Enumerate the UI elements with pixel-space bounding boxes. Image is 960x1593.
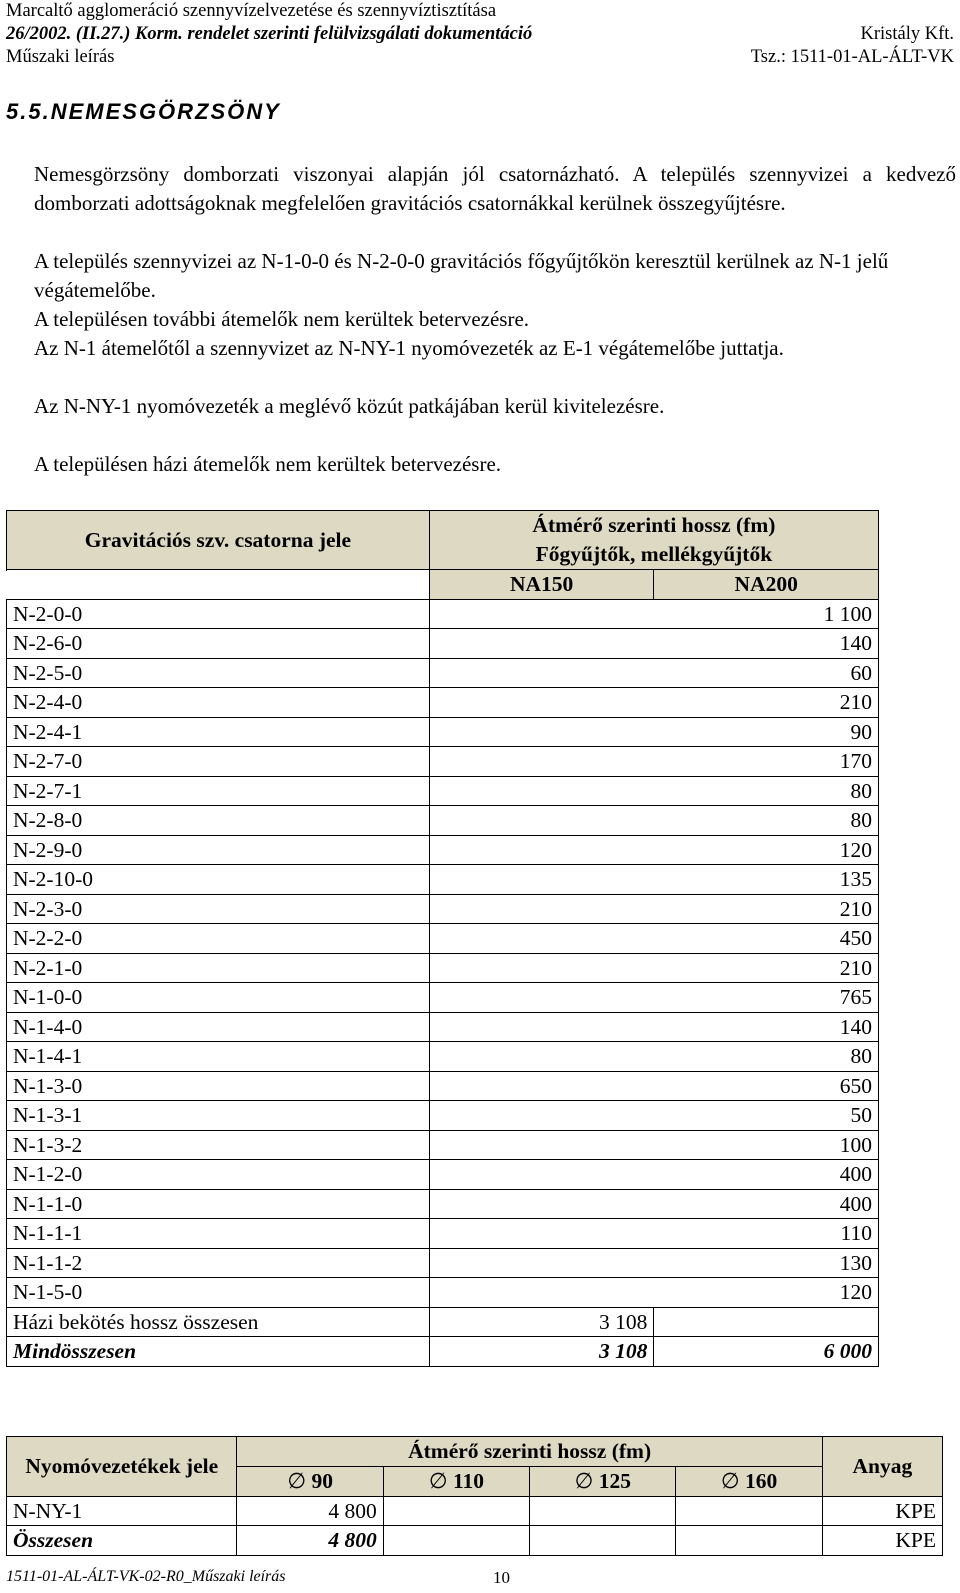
diameter-icon: ∅ bbox=[720, 1468, 740, 1494]
sewer-id-cell: N-2-7-1 bbox=[7, 776, 430, 806]
paragraph-3: A településen további átemelők nem kerültek betervezésre. bbox=[34, 307, 530, 331]
sewer-id-cell: N-2-4-0 bbox=[7, 688, 430, 718]
na200-cell: 400 bbox=[654, 1160, 879, 1190]
table-row bbox=[7, 688, 879, 718]
na200-cell: 100 bbox=[654, 1130, 879, 1160]
na150-cell bbox=[429, 1012, 654, 1042]
d90-cell: 4 800 bbox=[237, 1526, 383, 1556]
diameter-value: 90 bbox=[311, 1468, 333, 1493]
na200-cell: 80 bbox=[654, 776, 879, 806]
table-row bbox=[7, 835, 879, 865]
house-connections-row bbox=[7, 1307, 879, 1337]
table-row bbox=[7, 1248, 879, 1278]
sewer-id-cell: N-1-3-2 bbox=[7, 1130, 430, 1160]
company-name: Kristály Kft. bbox=[860, 24, 954, 44]
table-row bbox=[7, 983, 879, 1013]
na150-cell bbox=[429, 1278, 654, 1308]
paragraph-5: Az N-NY-1 nyomóvezeték a meglévő közút patkájában kerül kivitelezésre. bbox=[34, 394, 665, 418]
na200-cell: 110 bbox=[654, 1219, 879, 1249]
sewer-id-cell: N-2-7-0 bbox=[7, 747, 430, 777]
na150-cell bbox=[429, 658, 654, 688]
na200-cell: 765 bbox=[654, 983, 879, 1013]
regulation-reference: 26/2002. (II.27.) Korm. rendelet szerinti felülvizsgálati dokumentáció bbox=[6, 24, 533, 44]
na200-cell: 80 bbox=[654, 1042, 879, 1072]
d125-cell bbox=[530, 1496, 676, 1526]
col-header-diameter bbox=[676, 1466, 822, 1496]
footer-doc-id: 1511-01-AL-ÁLT-VK-02-R0_Műszaki leírás bbox=[6, 1568, 286, 1585]
page-number: 10 bbox=[493, 1568, 510, 1587]
table-row bbox=[7, 1160, 879, 1190]
header-line-3 bbox=[6, 46, 954, 69]
col-header-diameter bbox=[237, 1466, 383, 1496]
diameter-value: 125 bbox=[598, 1468, 631, 1493]
sewer-id-cell: N-1-4-0 bbox=[7, 1012, 430, 1042]
table-row bbox=[7, 599, 879, 629]
na150-cell: 3 108 bbox=[429, 1307, 654, 1337]
sewer-id-cell: N-2-1-0 bbox=[7, 953, 430, 983]
section-title: NEMESGÖRZSÖNY bbox=[50, 99, 281, 124]
na150-cell bbox=[429, 1042, 654, 1072]
document-number: Tsz.: 1511-01-AL-ÁLT-VK bbox=[750, 47, 954, 67]
na150-cell bbox=[429, 747, 654, 777]
project-title: Marcaltő agglomeráció szennyvízelvezetése és szennyvíztisztítása bbox=[6, 1, 497, 21]
diameter-icon: ∅ bbox=[287, 1468, 307, 1494]
sewer-id-cell: N-2-5-0 bbox=[7, 658, 430, 688]
table-row bbox=[7, 747, 879, 777]
na150-cell bbox=[429, 1248, 654, 1278]
col-header-na150: NA150 bbox=[429, 570, 654, 600]
sewer-id-cell: N-2-4-1 bbox=[7, 717, 430, 747]
na150-cell: 3 108 bbox=[429, 1337, 654, 1367]
col-header-pressure-length: Átmérő szerinti hossz (fm) bbox=[237, 1437, 822, 1467]
paragraph-4: Az N-1 átemelőtől a szennyvizet az N-NY-1 nyomóvezeték az E-1 végátemelőbe juttatja. bbox=[34, 336, 784, 360]
col-header-empty bbox=[7, 570, 430, 600]
na150-cell bbox=[429, 629, 654, 659]
na200-cell: 120 bbox=[654, 835, 879, 865]
na150-cell bbox=[429, 688, 654, 718]
table-row bbox=[7, 1012, 879, 1042]
na150-cell bbox=[429, 835, 654, 865]
na200-cell: 90 bbox=[654, 717, 879, 747]
col-header-length-group bbox=[429, 511, 878, 570]
na200-cell: 6 000 bbox=[654, 1337, 879, 1367]
na200-cell: 135 bbox=[654, 865, 879, 895]
material-cell: KPE bbox=[822, 1496, 942, 1526]
sewer-id-cell: N-2-2-0 bbox=[7, 924, 430, 954]
na150-cell bbox=[429, 806, 654, 836]
diameter-value: 110 bbox=[452, 1468, 485, 1493]
na200-cell: 120 bbox=[654, 1278, 879, 1308]
na200-cell: 1 100 bbox=[654, 599, 879, 629]
sewer-id-cell: N-1-4-1 bbox=[7, 1042, 430, 1072]
table-row bbox=[7, 1101, 879, 1131]
na150-cell bbox=[429, 1219, 654, 1249]
length-group-title: Átmérő szerinti hossz (fm) bbox=[532, 513, 776, 537]
na150-cell bbox=[429, 983, 654, 1013]
na150-cell bbox=[429, 717, 654, 747]
table-row bbox=[7, 894, 879, 924]
d125-cell bbox=[530, 1526, 676, 1556]
na200-cell: 50 bbox=[654, 1101, 879, 1131]
na150-cell bbox=[429, 776, 654, 806]
sewer-id-cell: N-2-0-0 bbox=[7, 599, 430, 629]
table-row bbox=[7, 629, 879, 659]
table-row bbox=[7, 1278, 879, 1308]
na200-cell: 130 bbox=[654, 1248, 879, 1278]
sewer-id-cell: N-2-10-0 bbox=[7, 865, 430, 895]
na150-cell bbox=[429, 1101, 654, 1131]
na150-cell bbox=[429, 865, 654, 895]
table-row bbox=[7, 717, 879, 747]
na200-cell bbox=[654, 1307, 879, 1337]
sewer-id-cell: N-1-1-1 bbox=[7, 1219, 430, 1249]
section-number: 5.5. bbox=[6, 99, 51, 124]
document-type: Műszaki leírás bbox=[6, 47, 115, 67]
col-header-diameter bbox=[383, 1466, 529, 1496]
na200-cell: 140 bbox=[654, 629, 879, 659]
d160-cell bbox=[676, 1496, 822, 1526]
na200-cell: 210 bbox=[654, 894, 879, 924]
paragraph-1: Nemesgörzsöny domborzati viszonyai alapján jól csatornázható. A település szennyvizei a kedvező domborzati adottságoknak megfelelően gravitációs csatornákkal kerülnek összegyűjtésre. bbox=[34, 162, 956, 215]
d160-cell bbox=[676, 1526, 822, 1556]
sewer-id-cell: N-2-9-0 bbox=[7, 835, 430, 865]
diameter-icon: ∅ bbox=[574, 1468, 594, 1494]
length-group-subtitle: Főgyűjtők, mellékgyűjtők bbox=[535, 542, 773, 566]
page-footer bbox=[6, 1568, 510, 1587]
na200-cell: 140 bbox=[654, 1012, 879, 1042]
d90-cell: 4 800 bbox=[237, 1496, 383, 1526]
col-header-sewer-id: Gravitációs szv. csatorna jele bbox=[7, 511, 430, 570]
table-row bbox=[7, 865, 879, 895]
table-row bbox=[7, 1496, 943, 1526]
na150-cell bbox=[429, 1130, 654, 1160]
sewer-id-cell: N-1-1-2 bbox=[7, 1248, 430, 1278]
col-header-diameter bbox=[530, 1466, 676, 1496]
sewer-id-cell: N-1-2-0 bbox=[7, 1160, 430, 1190]
table-row bbox=[7, 1071, 879, 1101]
sewer-id-cell: N-1-3-0 bbox=[7, 1071, 430, 1101]
na200-cell: 170 bbox=[654, 747, 879, 777]
na150-cell bbox=[429, 599, 654, 629]
table-row bbox=[7, 806, 879, 836]
col-header-pressure-id: Nyomóvezetékek jele bbox=[7, 1437, 237, 1497]
na200-cell: 450 bbox=[654, 924, 879, 954]
pressure-total-row bbox=[7, 1526, 943, 1556]
sewer-id-cell: N-2-6-0 bbox=[7, 629, 430, 659]
sewer-id-cell: N-2-8-0 bbox=[7, 806, 430, 836]
gravity-sewer-table bbox=[6, 510, 879, 1367]
na150-cell bbox=[429, 1071, 654, 1101]
diameter-icon: ∅ bbox=[428, 1468, 448, 1494]
sewer-id-cell: N-1-5-0 bbox=[7, 1278, 430, 1308]
na200-cell: 210 bbox=[654, 953, 879, 983]
paragraph-2: A település szennyvizei az N-1-0-0 és N-2-0-0 gravitációs főgyűjtőkön keresztül kerülnek az N-1 jelű végátemelőbe. bbox=[34, 249, 889, 302]
na150-cell bbox=[429, 894, 654, 924]
paragraph-6: A településen házi átemelők nem kerültek betervezésre. bbox=[34, 452, 502, 476]
table-row bbox=[7, 658, 879, 688]
na200-cell: 60 bbox=[654, 658, 879, 688]
table-row bbox=[7, 1042, 879, 1072]
diameter-value: 160 bbox=[745, 1468, 778, 1493]
col-header-na200: NA200 bbox=[654, 570, 879, 600]
sewer-id-cell: N-1-0-0 bbox=[7, 983, 430, 1013]
na200-cell: 210 bbox=[654, 688, 879, 718]
table-row bbox=[7, 1219, 879, 1249]
row-label-cell: Mindösszesen bbox=[7, 1337, 430, 1367]
header-line-1 bbox=[6, 0, 954, 23]
d110-cell bbox=[383, 1496, 529, 1526]
grand-total-row bbox=[7, 1337, 879, 1367]
table-row bbox=[7, 924, 879, 954]
na150-cell bbox=[429, 1189, 654, 1219]
table-row bbox=[7, 1130, 879, 1160]
d110-cell bbox=[383, 1526, 529, 1556]
section-heading bbox=[6, 99, 281, 125]
sewer-id-cell: N-1-1-0 bbox=[7, 1189, 430, 1219]
na200-cell: 650 bbox=[654, 1071, 879, 1101]
table-row bbox=[7, 953, 879, 983]
table-row bbox=[7, 776, 879, 806]
sewer-id-cell: N-2-3-0 bbox=[7, 894, 430, 924]
na150-cell bbox=[429, 1160, 654, 1190]
row-label-cell: Összesen bbox=[7, 1526, 237, 1556]
pressure-pipe-table bbox=[6, 1436, 943, 1556]
row-label-cell: Házi bekötés hossz összesen bbox=[7, 1307, 430, 1337]
table-row bbox=[7, 1189, 879, 1219]
col-header-material: Anyag bbox=[822, 1437, 942, 1497]
na150-cell bbox=[429, 953, 654, 983]
sewer-id-cell: N-1-3-1 bbox=[7, 1101, 430, 1131]
na150-cell bbox=[429, 924, 654, 954]
na200-cell: 400 bbox=[654, 1189, 879, 1219]
pressure-id-cell: N-NY-1 bbox=[7, 1496, 237, 1526]
na200-cell: 80 bbox=[654, 806, 879, 836]
material-cell: KPE bbox=[822, 1526, 942, 1556]
header-line-2 bbox=[6, 23, 954, 46]
